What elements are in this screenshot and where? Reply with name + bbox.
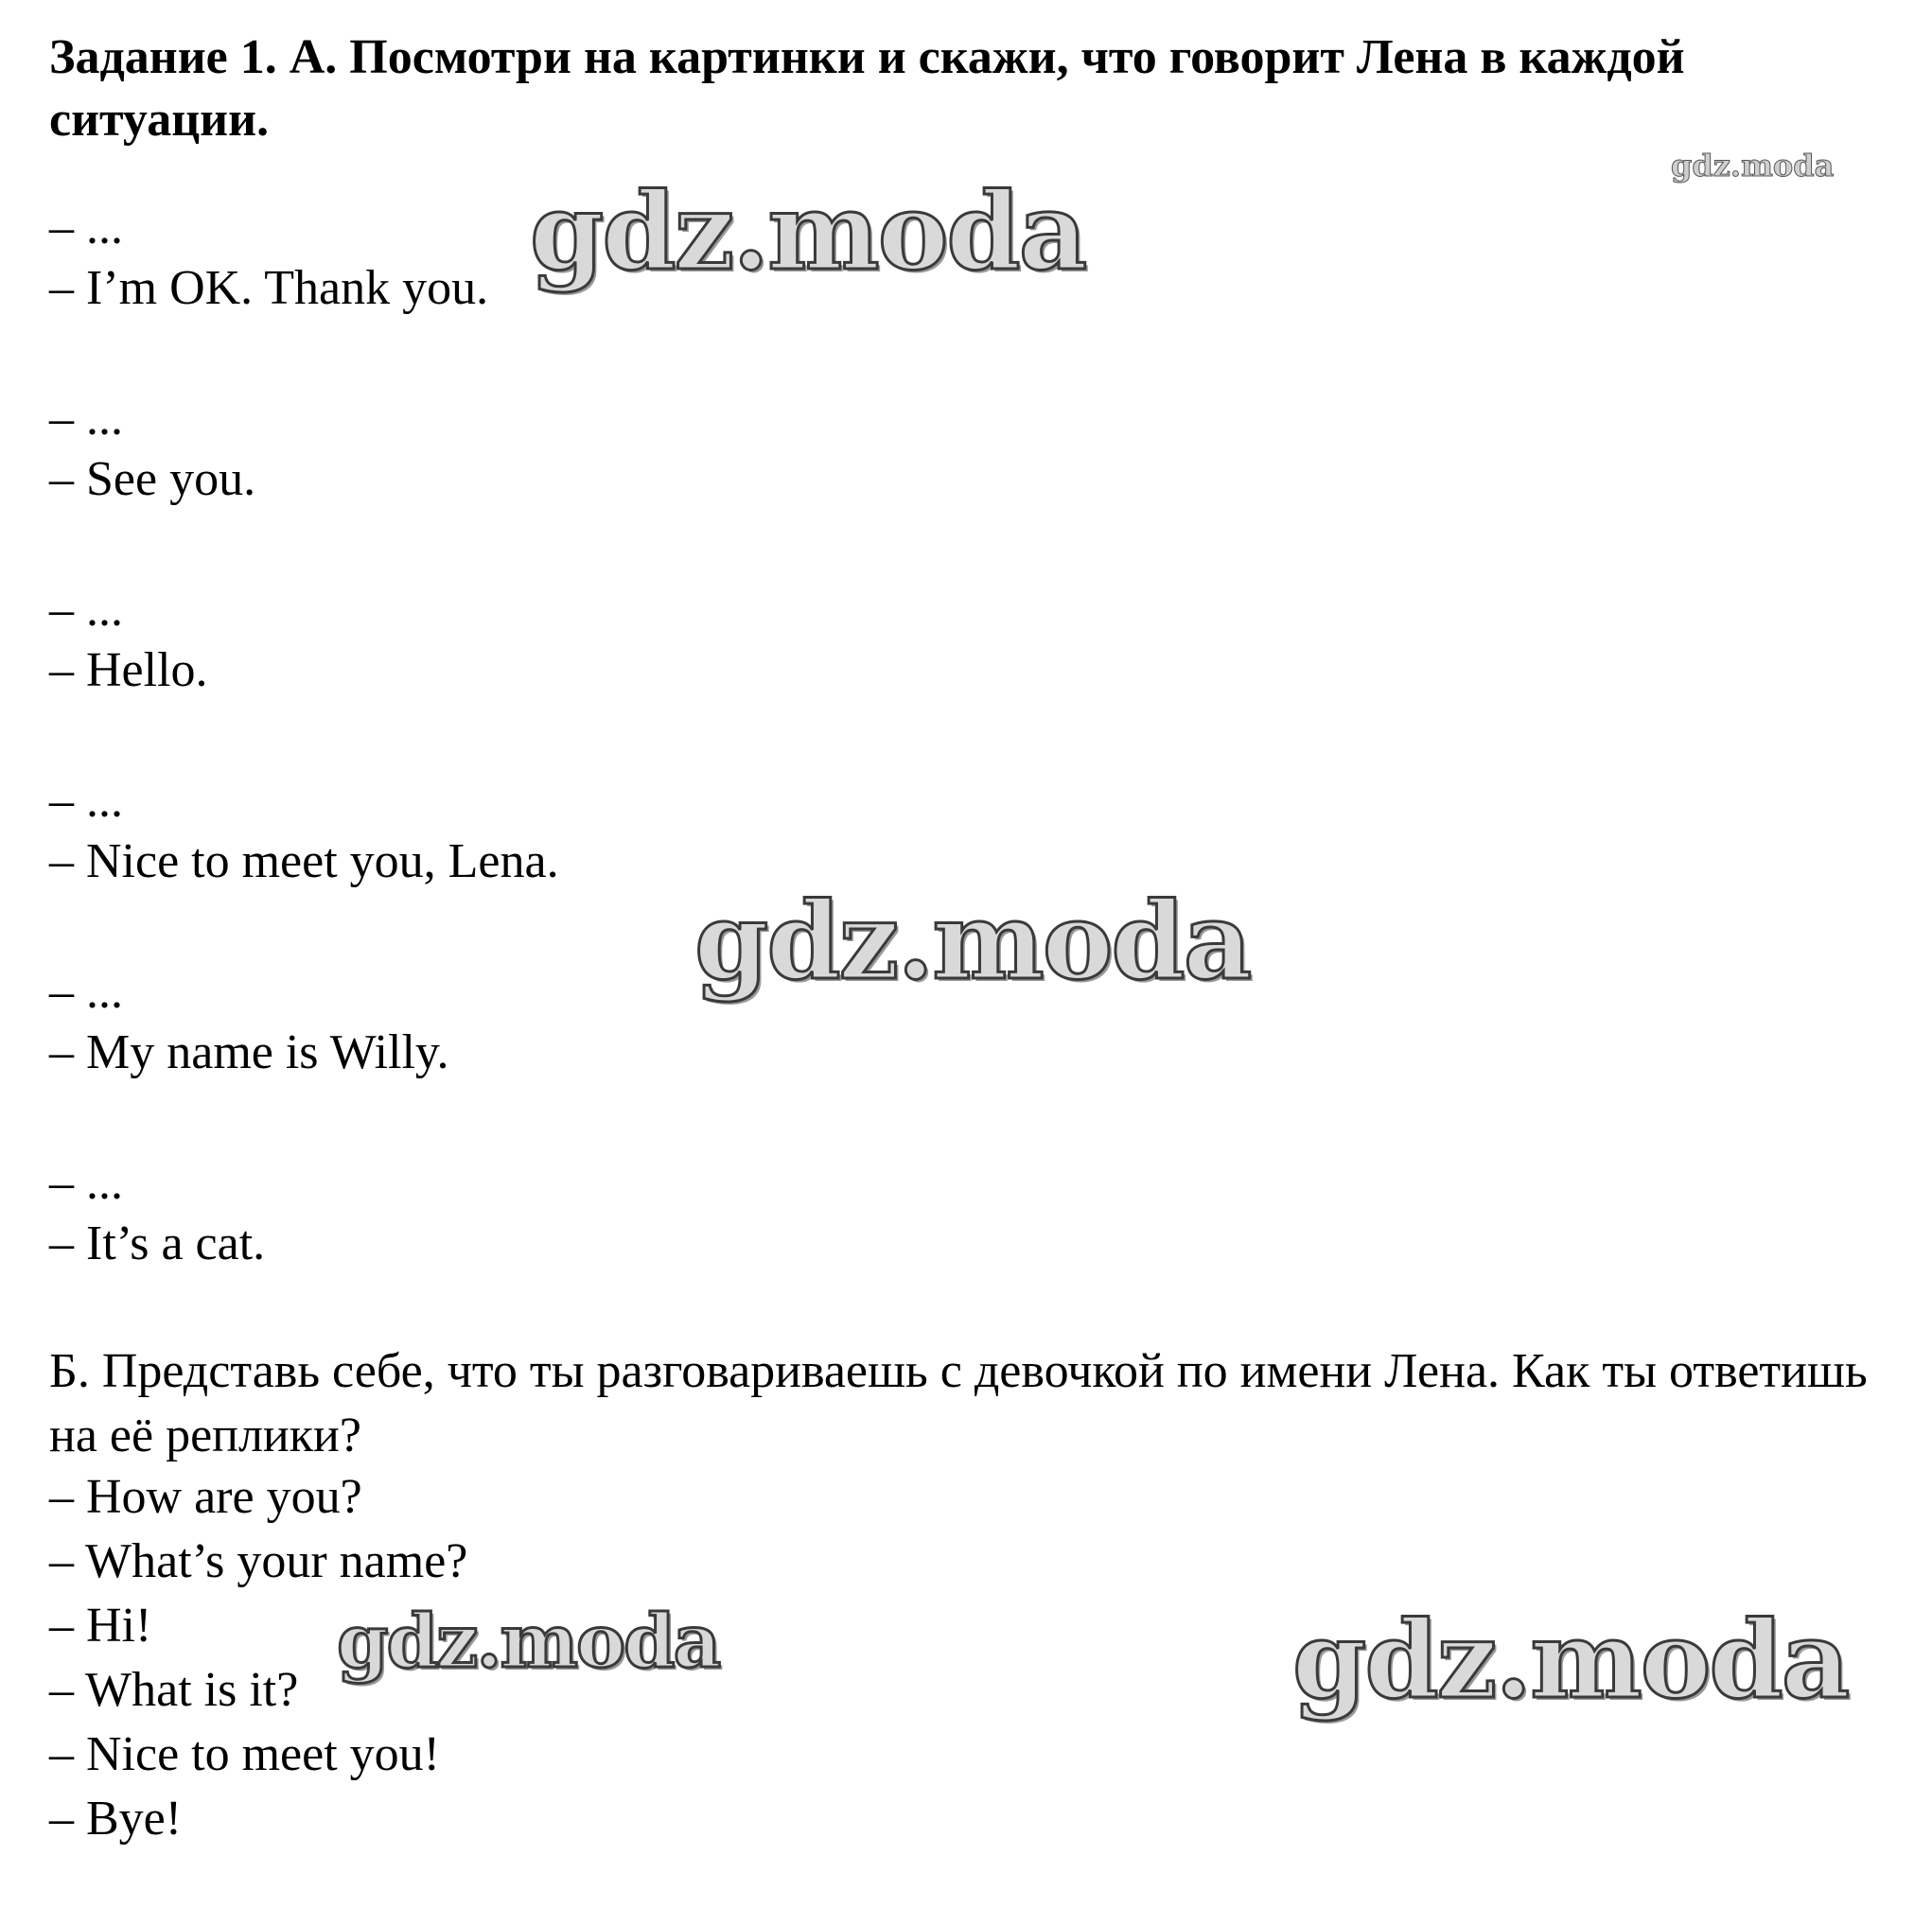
dialog-3-prompt: – ... xyxy=(49,583,123,637)
part-b-instruction: Б. Представь себе, что ты разговариваешь с девочкой по имени Лена. Как ты ответишь на её реплики? xyxy=(49,1344,1868,1462)
dialog-4-reply: – Nice to meet you, Lena. xyxy=(49,834,559,888)
dialog-3-reply: – Hello. xyxy=(49,643,208,697)
part-b-line-3: – Hi! xyxy=(49,1599,152,1653)
watermark-top: gdz.moda xyxy=(530,170,1086,294)
task-title: Задание 1. А. Посмотри на картинки и скажи, что говорит Лена в каждой ситуации. xyxy=(49,30,1685,147)
dialog-2-prompt: – ... xyxy=(49,392,123,446)
dialog-6-reply: – It’s a cat. xyxy=(49,1216,266,1270)
part-b-line-2: – What’s your name? xyxy=(49,1534,468,1588)
dialog-2-reply: – See you. xyxy=(49,452,256,506)
part-b-line-4: – What is it? xyxy=(49,1663,299,1717)
watermark-middle: gdz.moda xyxy=(694,880,1251,1004)
part-b-line-6: – Bye! xyxy=(49,1792,183,1846)
part-b-line-5: – Nice to meet you! xyxy=(49,1727,440,1781)
dialog-1-reply: – I’m OK. Thank you. xyxy=(49,261,489,315)
dialog-5-prompt: – ... xyxy=(49,965,123,1019)
part-b-line-1: – How are you? xyxy=(49,1470,362,1524)
watermark-small: gdz.moda xyxy=(1671,148,1835,184)
watermark-bottom-left: gdz.moda xyxy=(337,1599,720,1685)
dialog-5-reply: – My name is Willy. xyxy=(49,1025,449,1079)
dialog-6-prompt: – ... xyxy=(49,1156,123,1210)
dialog-4-prompt: – ... xyxy=(49,774,123,828)
watermark-bottom-right: gdz.moda xyxy=(1292,1599,1849,1723)
dialog-1-prompt: – ... xyxy=(49,201,123,254)
